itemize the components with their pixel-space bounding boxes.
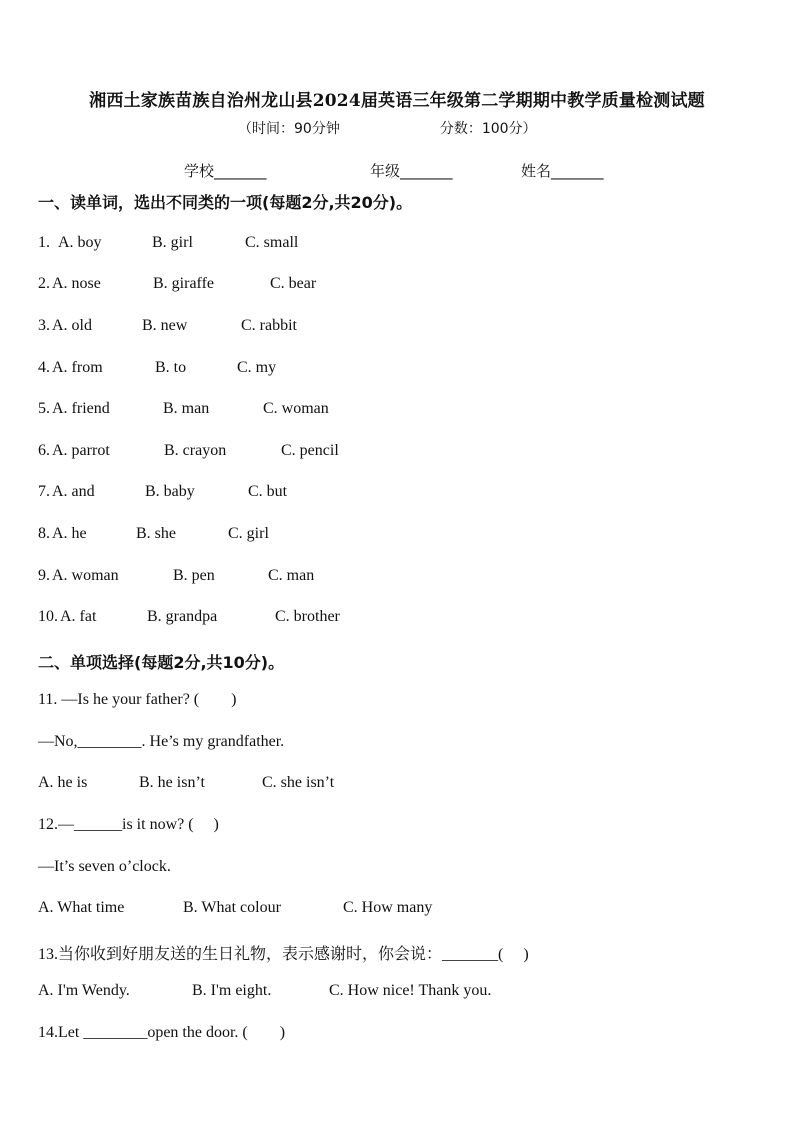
- option-a: A. nose: [52, 275, 101, 292]
- question-row: [38, 317, 297, 335]
- option-b: B. to: [155, 359, 187, 376]
- option-b: B. baby: [145, 483, 195, 500]
- section-1-heading: 一、读单词，选出不同类的一项(每题2分,共20分)。: [38, 193, 413, 212]
- option-c: C. rabbit: [241, 317, 297, 334]
- option-c: C. How many: [343, 899, 433, 916]
- question-row: [38, 275, 317, 293]
- option-a: A. woman: [52, 567, 119, 584]
- question-number: 7.: [38, 483, 50, 500]
- option-a: A. I'm Wendy.: [38, 982, 130, 999]
- option-b: B. she: [136, 525, 176, 542]
- option-b: B. man: [163, 400, 210, 417]
- question-12-options: [38, 899, 433, 917]
- option-b: B. giraffe: [153, 275, 215, 292]
- option-a: A. fat: [60, 608, 97, 625]
- question-number: 9.: [38, 567, 50, 584]
- section-2-heading: 二、单项选择(每题2分,共10分)。: [38, 653, 285, 672]
- option-c: C. bear: [270, 275, 317, 292]
- option-a: A. old: [52, 317, 92, 334]
- page-title: 湘西土家族苗族自治州龙山县2024届英语三年级第二学期期中教学质量检测试题: [89, 91, 705, 111]
- option-c: C. small: [245, 234, 299, 251]
- question-row: [38, 608, 340, 626]
- question-14-stem: 14.Let ________open the door. ( ): [38, 1024, 286, 1041]
- option-a: A. and: [52, 483, 95, 500]
- exam-meta: [238, 118, 537, 138]
- option-c: C. How nice! Thank you.: [329, 982, 492, 999]
- question-row: [38, 442, 339, 460]
- option-c: C. woman: [263, 400, 329, 417]
- option-c: C. brother: [275, 608, 340, 625]
- option-a: A. boy: [58, 234, 102, 251]
- option-a: A. What time: [38, 899, 125, 916]
- option-b: B. grandpa: [147, 608, 218, 625]
- option-b: B. new: [142, 317, 188, 334]
- option-b: B. crayon: [164, 442, 227, 459]
- total-score: 分数：100分）: [439, 121, 537, 137]
- option-b: B. he isn’t: [139, 774, 205, 791]
- option-b: B. girl: [152, 234, 193, 251]
- question-11-stem: 11. —Is he your father? ( ): [38, 691, 237, 708]
- option-c: C. pencil: [281, 442, 339, 459]
- option-a: A. from: [52, 359, 103, 376]
- question-row: [38, 483, 288, 501]
- question-13-options: [38, 982, 492, 1000]
- question-row: [38, 567, 315, 585]
- question-row: [38, 400, 329, 418]
- option-a: A. he: [52, 525, 87, 542]
- question-12-reply: —It’s seven o’clock.: [38, 858, 171, 875]
- school-field: 学校_______: [184, 162, 267, 180]
- question-13-stem: 13.当你收到好朋友送的生日礼物，表示感谢时，你会说：_______( ): [38, 946, 529, 963]
- question-number: 1.: [38, 234, 54, 251]
- question-row: [38, 525, 269, 543]
- grade-field: 年级_______: [370, 162, 453, 180]
- question-12-stem: 12.—______is it now? ( ): [38, 816, 219, 833]
- question-number: 4.: [38, 359, 50, 376]
- question-11-reply: —No,________. He’s my grandfather.: [38, 733, 285, 750]
- option-a: A. friend: [52, 400, 110, 417]
- option-c: C. girl: [228, 525, 269, 542]
- option-b: B. What colour: [183, 899, 281, 916]
- question-number: 6.: [38, 442, 50, 459]
- option-c: C. but: [248, 483, 288, 500]
- question-number: 10.: [38, 608, 58, 625]
- question-11-options: [38, 774, 335, 792]
- question-row: [38, 359, 277, 377]
- option-c: C. my: [237, 359, 277, 376]
- option-b: B. pen: [173, 567, 215, 584]
- question-number: 5.: [38, 400, 50, 417]
- question-row: [38, 234, 299, 252]
- time-limit: （时间：90分钟: [238, 121, 340, 137]
- name-field: 姓名_______: [521, 162, 604, 180]
- option-c: C. she isn’t: [262, 774, 335, 791]
- question-number: 3.: [38, 317, 50, 334]
- option-a: A. parrot: [52, 442, 110, 459]
- option-b: B. I'm eight.: [192, 982, 272, 999]
- option-c: C. man: [268, 567, 315, 584]
- question-number: 2.: [38, 275, 50, 292]
- question-number: 8.: [38, 525, 50, 542]
- option-a: A. he is: [38, 774, 88, 791]
